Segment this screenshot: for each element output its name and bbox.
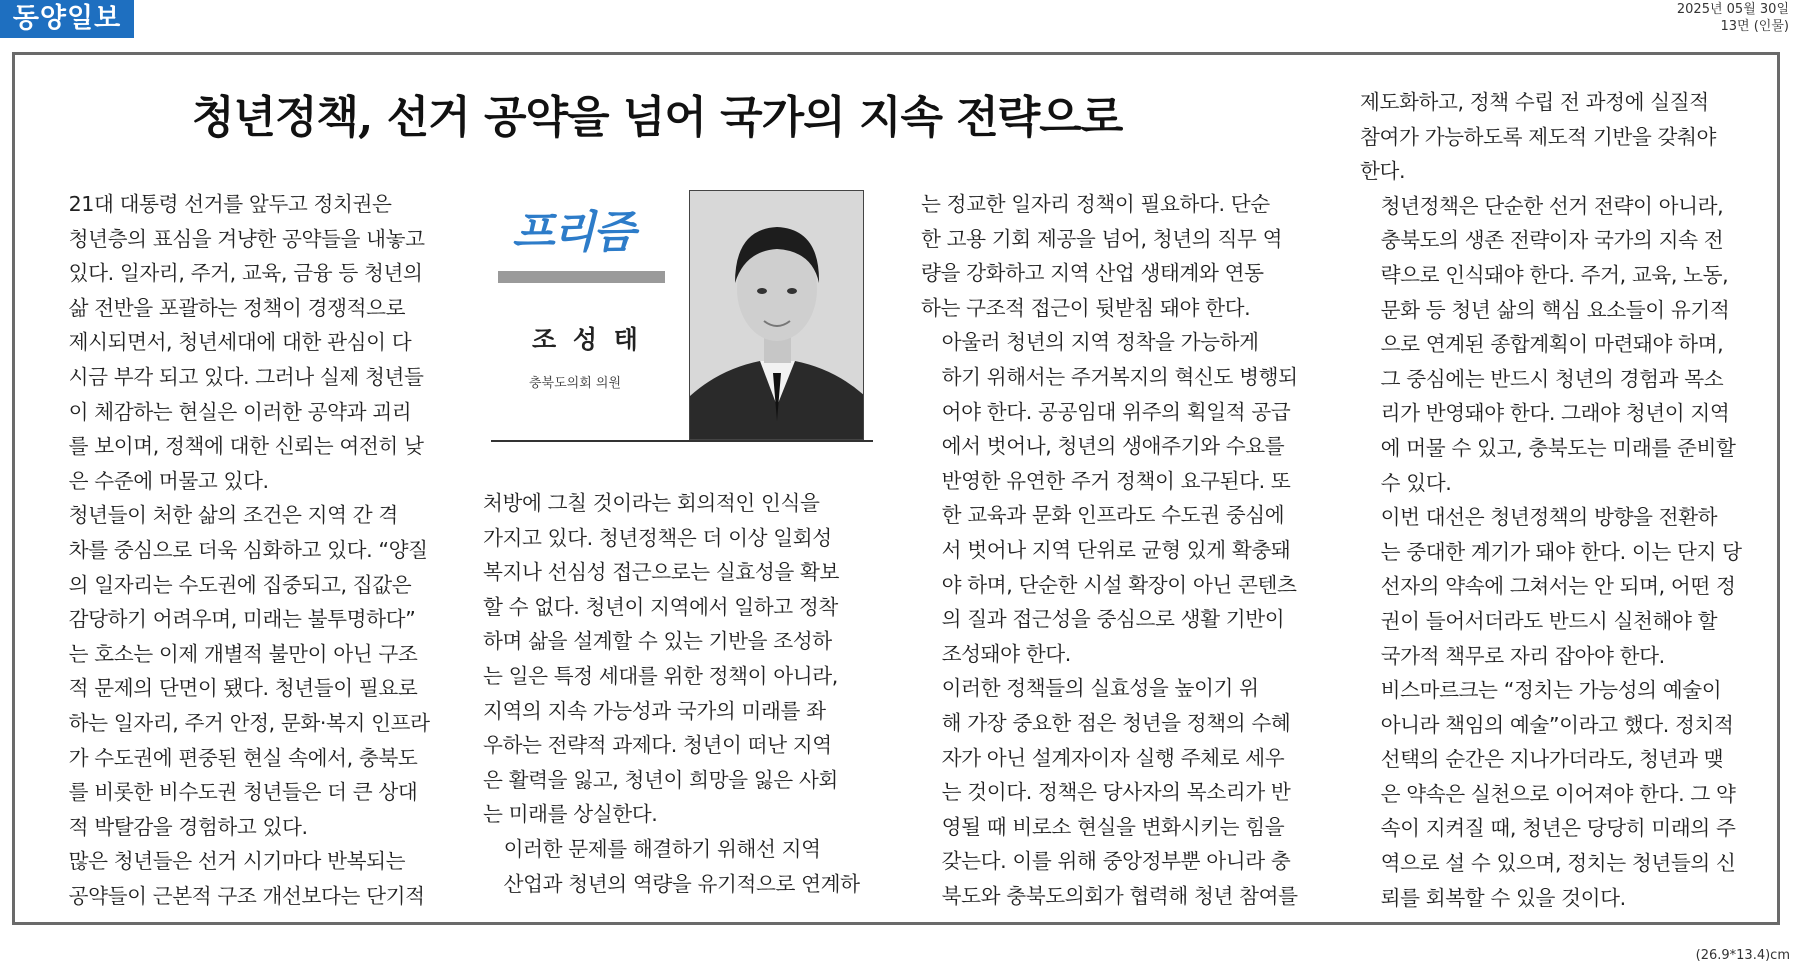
paragraph: 제도화하고, 정책 수립 전 과정에 실질적 참여가 가능하도록 제도적 기반을 갖춰야 한다. (1360, 90, 1716, 184)
paragraph: 처방에 그칠 것이라는 회의적인 인식을 가지고 있다. 청년정책은 더 이상 일회성 복지나 선심성 접근으로는 실효성을 확보 할 수 없다. 청년이 지역에서 일하고 정착 하며 삶을 설계할 수 있는 기반을 조성하 는 일은 특정 세대를 위한 정책이 아니라, 지역의 지속 가능성과 국가의 미래를 좌 우하는 전략적 과제다. 청년이 떠난 지역 은 활력을 잃고, 청년이 희망을 잃은 사회 는 미래를 상실한다. (483, 491, 839, 827)
author-name: 조 성 태 (532, 325, 642, 354)
paragraph: 아울러 청년의 지역 정착을 가능하게 하기 위해서는 주거복지의 혁신도 병행되 어야 한다. 공공임대 위주의 획일적 공급 에서 벗어나, 청년의 생애주기와 수요를 반영한 유연한 주거 정책이 요구된다. 또 한 교육과 문화 인프라도 수도권 중심에 서 벗어나 지역 단위로 균형 있게 확충돼 야 하며, 단순한 시설 확장이 아닌 콘텐츠 의 질과 접근성을 중심으로 생활 기반이 조성돼야 한다. (941, 330, 1298, 666)
article-column-1 (48, 187, 443, 913)
paragraph: 는 정교한 일자리 정책이 필요하다. 단순 한 고용 기회 제공을 넘어, 청년의 직무 역 량을 강화하고 지역 산업 생태계와 연동 하는 구조적 접근이 뒷받침 돼야 한다. (921, 192, 1283, 320)
article-column-4 (1360, 85, 1760, 915)
article-column-2 (483, 486, 883, 901)
author-photo (689, 190, 864, 440)
clipping-size: (26.9*13.4)cm (1695, 948, 1790, 963)
author-role: 충북도의회 의원 (529, 376, 622, 391)
badge-underline (498, 271, 665, 283)
column-header (492, 190, 874, 442)
portrait-image (690, 191, 864, 440)
column-header-rule (491, 440, 873, 442)
article-headline: 청년정책, 선거 공약을 넘어 국가의 지속 전략으로 (192, 92, 1123, 143)
paragraph: 21대 대통령 선거를 앞두고 정치권은 청년층의 표심을 겨냥한 공약들을 내놓고 있다. 일자리, 주거, 교육, 금융 등 청년의 삶 전반을 포괄하는 정책이 경쟁적으로 제시되면서, 청년세대에 대한 관심이 다 시금 부각 되고 있다. 그러나 실제 청년들 이 체감하는 현실은 이러한 공약과 괴리 를 보이며, 정책에 대한 신뢰는 여전히 낮 은 수준에 머물고 있다. (68, 192, 425, 493)
paragraph: 이러한 정책들의 실효성을 높이기 위 해 가장 중요한 점은 청년을 정책의 수혜 자가 아닌 설계자이자 실행 주체로 세우 는 것이다. 정책은 당사자의 목소리가 반 영될 때 비로소 현실을 변화시키는 힘을 갖는다. 이를 위해 중앙정부뿐 아니라 충 북도와 충북도의회가 협력해 청년 참여를 (941, 676, 1298, 908)
paragraph: 이러한 문제를 해결하기 위해선 지역 산업과 청년의 역량을 유기적으로 연계하 (503, 836, 860, 896)
paragraph: 많은 청년들은 선거 시기마다 반복되는 공약들이 근본적 구조 개선보다는 단기적 (68, 849, 425, 908)
issue-info (1677, 1, 1789, 35)
paragraph: 청년정책은 단순한 선거 전략이 아니라, 충북도의 생존 전략이자 국가의 지속 전 략으로 인식돼야 한다. 주거, 교육, 노동, 문화 등 청년 삶의 핵심 요소들이 유기적 으로 연계된 종합계획이 마련돼야 하며, 그 중심에는 반드시 청년의 경험과 목소 리가 반영돼야 한다. 그래야 청년이 지역 에 머물 수 있고, 충북도는 미래를 준비할 수 있다. (1380, 193, 1736, 495)
column-badge: 프리즘 (512, 207, 634, 258)
issue-date: 2025년 05월 30일 (1676, 2, 1789, 17)
newspaper-logo: 동양일보 (0, 0, 134, 38)
paragraph: 이번 대선은 청년정책의 방향을 전환하 는 중대한 계기가 돼야 한다. 이는 단지 당 선자의 약속에 그쳐서는 안 되며, 어떤 정 권이 들어서더라도 반드시 실천해야 할 국가적 책무로 자리 잡아야 한다. (1380, 505, 1742, 668)
page-section: 13면 (인물) (1720, 19, 1789, 34)
paragraph: 청년들이 처한 삶의 조건은 지역 간 격 차를 중심으로 더욱 심화하고 있다. “양질 의 일자리는 수도권에 집중되고, 집값은 감당하기 어려우며, 미래는 불투명하다” 는 호소는 이제 개별적 불만이 아닌 구조 적 문제의 단면이 됐다. 청년들이 필요로 하는 일자리, 주거 안정, 문화·복지 인프라 가 수도권에 편중된 현실 속에서, 충북도 를 비롯한 비수도권 청년들은 더 큰 상대 적 박탈감을 경험하고 있다. (68, 503, 430, 839)
paragraph: 비스마르크는 “정치는 가능성의 예술이 아니라 책임의 예술”이라고 했다. 정치적 선택의 순간은 지나가더라도, 청년과 맺 은 약속은 실천으로 이어져야 한다. 그 약 속이 지켜질 때, 청년은 당당히 미래의 주 역으로 설 수 있으며, 정치는 청년들의 신 뢰를 회복할 수 있을 것이다. (1380, 678, 1736, 910)
article-column-3 (921, 187, 1321, 913)
